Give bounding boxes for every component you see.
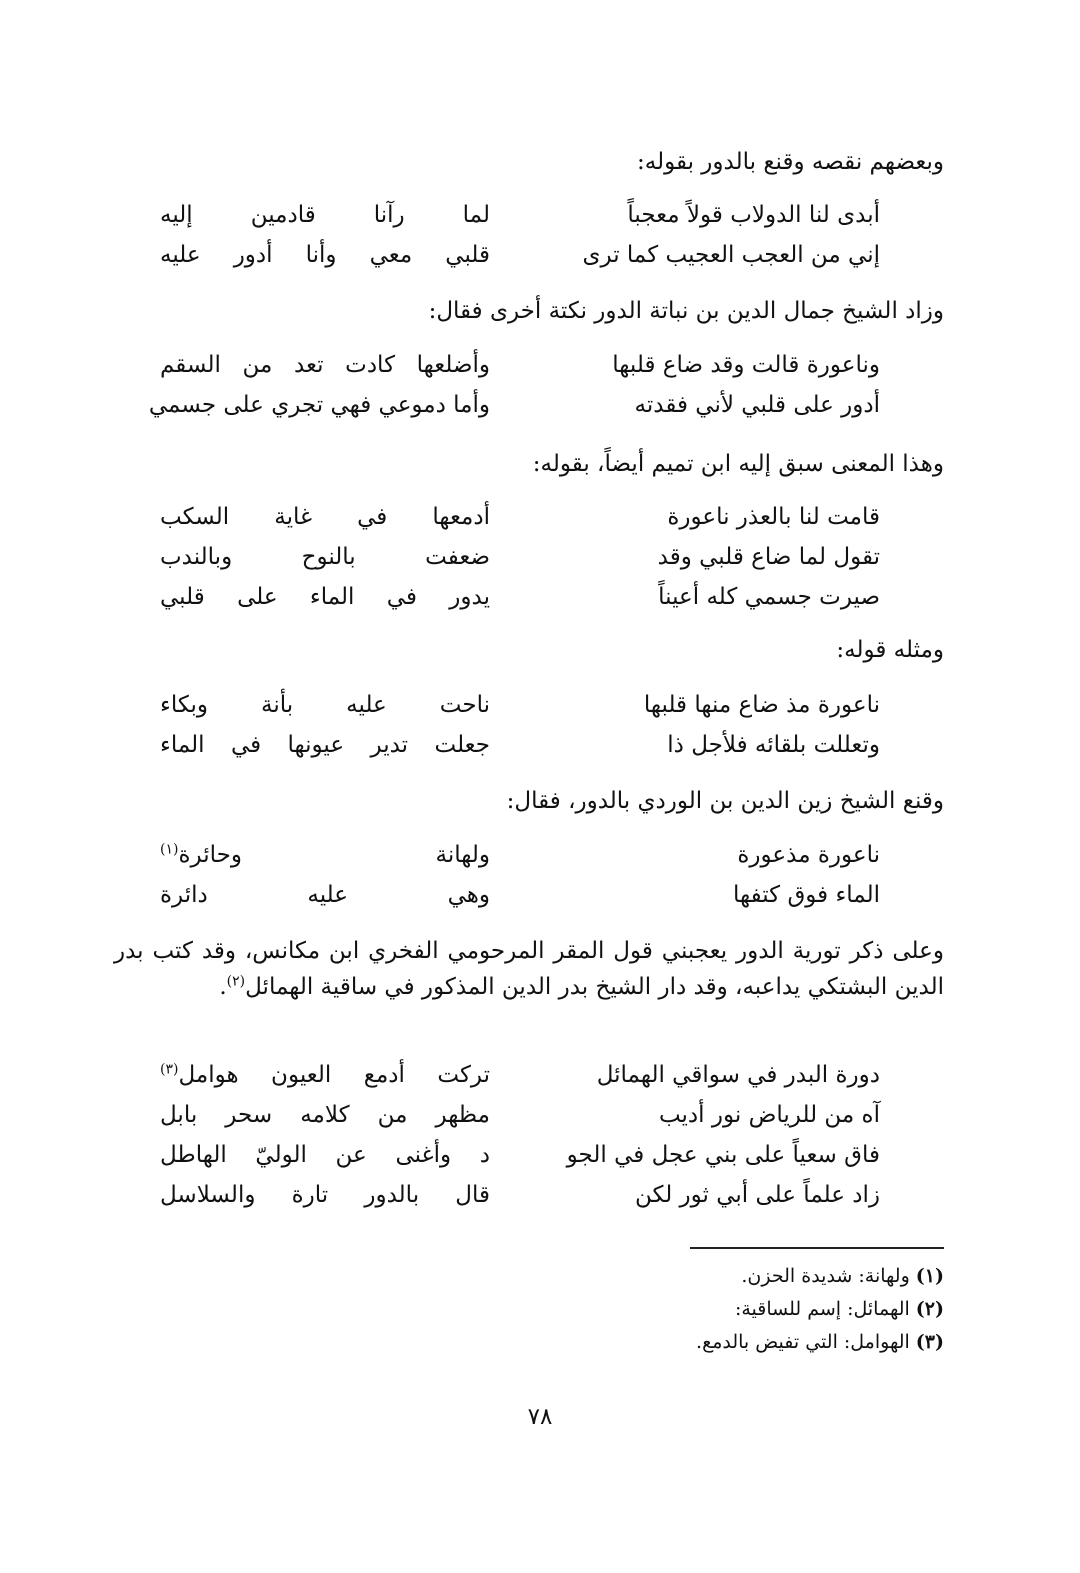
- verse-second-hemistich: وهي عليه دائرة: [160, 882, 490, 908]
- verse-first-hemistich: تقول لما ضاع قلبي وقد: [657, 544, 880, 570]
- verse-second-hemistich: ناحت عليه بأنة وبكاء: [160, 692, 490, 718]
- poem-6: [160, 1055, 880, 1215]
- footnote-text: الهوامل: التي تفيض بالدمع.: [696, 1331, 910, 1353]
- verse-first-hemistich: قامت لنا بالعذر ناعورة: [667, 504, 880, 530]
- verse-first-hemistich: وتعللت بلقائه فلأجل ذا: [667, 732, 880, 758]
- verse-first-hemistich: دورة البدر في سواقي الهمائل: [596, 1062, 880, 1088]
- verse-second-hemistich: د وأغنى عن الوليّ الهاطل: [160, 1142, 490, 1168]
- footnote-item: [444, 1293, 944, 1326]
- verse-line: [160, 195, 880, 235]
- verse-first-hemistich: أدور على قلبي لأني فقدته: [634, 392, 880, 418]
- poem-3: [160, 497, 880, 617]
- intro-line-5: وقنع الشيخ زين الدين بن الوردي بالدور، فقال:: [506, 788, 944, 814]
- verse-second-hemistich: قال بالدور تارة والسلاسل: [160, 1182, 490, 1208]
- intro-line-1: وبعضهم نقصه وقنع بالدور بقوله:: [636, 149, 944, 175]
- verse-first-hemistich: فاق سعياً على بني عجل في الجو: [566, 1142, 880, 1168]
- verse-first-hemistich: إني من العجب العجيب كما ترى: [582, 242, 880, 268]
- intro-line-2: وزاد الشيخ جمال الدين بن نباتة الدور نكتة أخرى فقال:: [428, 298, 944, 324]
- poem-2: [148, 345, 880, 425]
- verse-first-hemistich: ناعورة مذعورة: [737, 842, 880, 868]
- verse-line: [160, 537, 880, 577]
- verse-line: [148, 385, 880, 425]
- verse-second-hemistich: لما رآنا قادمين إليه: [160, 202, 490, 228]
- footnote-marker: (٣): [160, 1061, 179, 1078]
- hemistich-text: تركت أدمع العيون هوامل: [178, 1062, 490, 1088]
- verse-second-hemistich: [160, 1062, 490, 1088]
- verse-second-hemistich: مظهر من كلامه سحر بابل: [160, 1102, 490, 1128]
- poem-5: [160, 835, 880, 915]
- footnote-number: (١): [915, 1265, 944, 1287]
- verse-first-hemistich: زاد علماً على أبي ثور لكن: [634, 1182, 880, 1208]
- verse-line: [160, 235, 880, 275]
- verse-second-hemistich: وأما دموعي فهي تجري على جسمي: [148, 392, 490, 418]
- footnote-divider: [690, 1247, 944, 1249]
- paragraph-end: .: [219, 974, 227, 1000]
- verse-first-hemistich: آه من للرياض نور أديب: [658, 1102, 880, 1128]
- footnote-item: [444, 1260, 944, 1293]
- verse-line: [160, 497, 880, 537]
- verse-line: [160, 875, 880, 915]
- verse-second-hemistich: يدور في الماء على قلبي: [160, 584, 490, 610]
- verse-first-hemistich: الماء فوق كتفها: [733, 882, 880, 908]
- verse-line: [160, 345, 880, 385]
- poem-1: [160, 195, 880, 275]
- paragraph-text: وعلى ذكر تورية الدور يعجبني قول المقر المرحومي الفخري ابن مكانس، وقد كتب بدر الدين البشتكي يداعبه، وقد دار الشيخ بدر الدين المذكور في ساقية الهمائل: [114, 938, 944, 1000]
- verse-second-hemistich: ضعفت بالنوح وبالندب: [160, 544, 490, 570]
- verse-line: [160, 577, 880, 617]
- verse-first-hemistich: أبدى لنا الدولاب قولاً معجباً: [627, 202, 880, 228]
- paragraph: [114, 933, 944, 1005]
- footnote-number: (٢): [915, 1298, 944, 1320]
- footnote-marker: (٢): [226, 973, 246, 990]
- verse-first-hemistich: صيرت جسمي كله أعيناً: [658, 584, 880, 610]
- verse-second-hemistich: [160, 842, 490, 868]
- footnote-marker: (١): [160, 841, 179, 858]
- verse-line: [160, 1055, 880, 1095]
- verse-line: [160, 685, 880, 725]
- footnote-item: [444, 1326, 944, 1359]
- verse-second-hemistich: وأضلعها كادت تعد من السقم: [160, 352, 490, 378]
- verse-second-hemistich: أدمعها في غاية السكب: [160, 504, 490, 530]
- verse-first-hemistich: وناعورة قالت وقد ضاع قلبها: [612, 352, 880, 378]
- footnotes: [444, 1260, 944, 1359]
- footnote-text: الهمائل: إسم للساقية:: [734, 1298, 910, 1320]
- verse-first-hemistich: ناعورة مذ ضاع منها قلبها: [643, 692, 880, 718]
- verse-line: [160, 1095, 880, 1135]
- intro-line-3: وهذا المعنى سبق إليه ابن تميم أيضاً، بقوله:: [532, 451, 944, 477]
- verse-line: [160, 1135, 880, 1175]
- intro-line-4: ومثله قوله:: [836, 637, 944, 663]
- verse-line: [160, 835, 880, 875]
- verse-line: [160, 1175, 880, 1215]
- poem-4: [160, 685, 880, 765]
- footnote-text: ولهانة: شديدة الحزن.: [741, 1265, 910, 1287]
- verse-line: [160, 725, 880, 765]
- verse-second-hemistich: جعلت تدير عيونها في الماء: [160, 732, 490, 758]
- verse-second-hemistich: قلبي معي وأنا أدور عليه: [160, 242, 490, 268]
- footnote-number: (٣): [915, 1331, 944, 1353]
- hemistich-text: ولهانة وحائرة: [178, 842, 490, 868]
- page-number: ٧٨: [527, 1404, 553, 1430]
